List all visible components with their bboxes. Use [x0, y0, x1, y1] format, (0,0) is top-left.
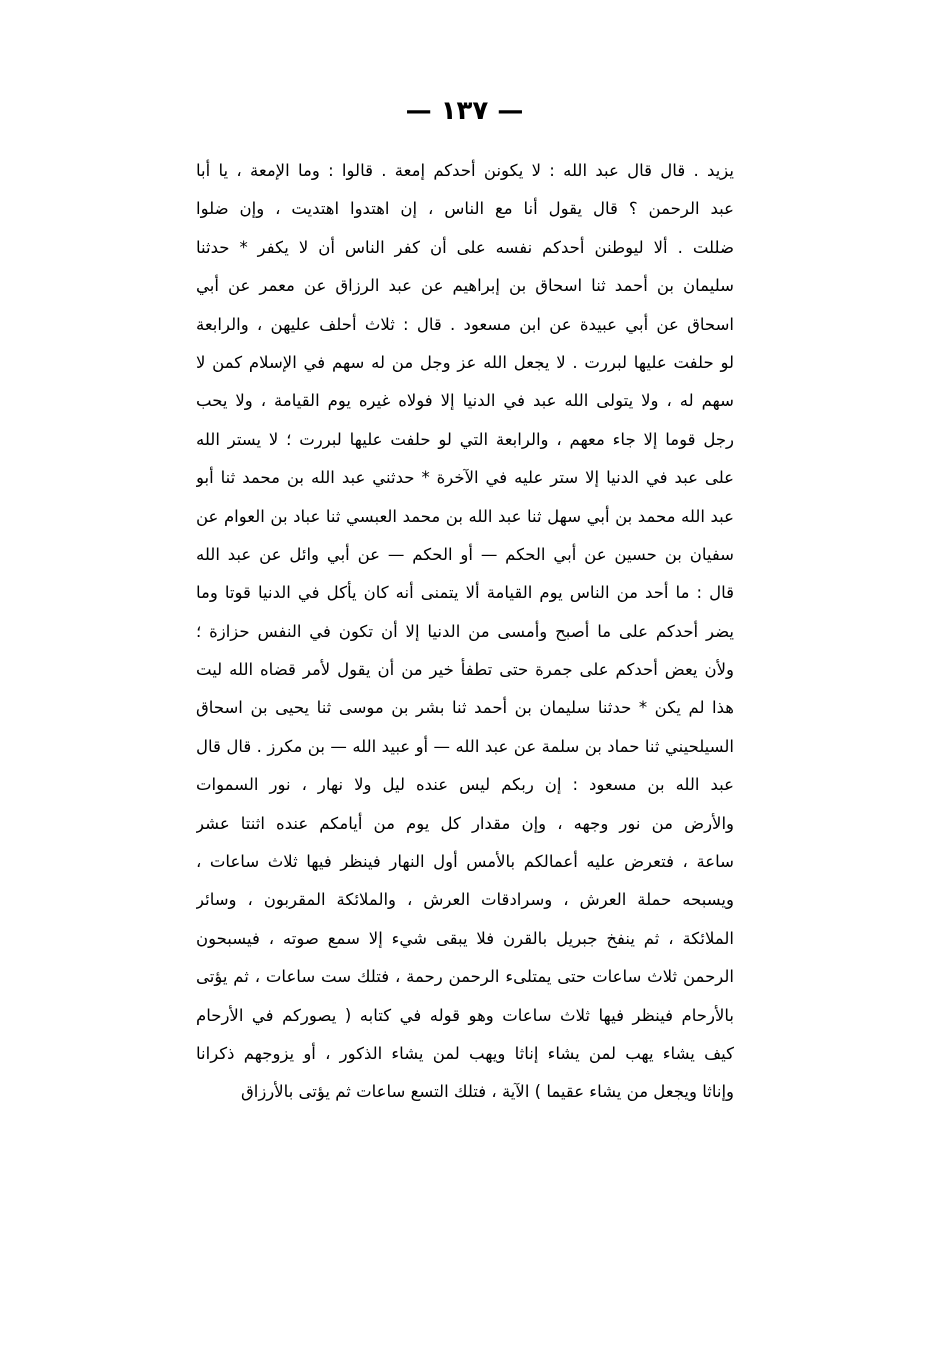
- text-line: سليمان بن أحمد ثنا اسحاق بن إبراهيم عن عبد الرزاق عن معمر عن أبي: [196, 276, 734, 296]
- text-line: لو حلفت عليها لبررت . لا يجعل الله عز وجل من له سهم في الإسلام كمن لا: [196, 352, 734, 372]
- text-line: بالأرحام فينظر فيها ثلاث ساعات وهو قوله في كتابه ( يصوركم في الأرحام: [196, 1005, 734, 1025]
- text-line: ويسبحه حملة العرش ، وسرادقات العرش ، والملائكة المقربون ، وسائر: [196, 890, 734, 910]
- text-line: سهم له ، ولا يتولى الله عبد في الدنيا إلا فولاه غيره يوم القيامة ، ولا يحب: [196, 391, 734, 411]
- text-line: الملائكة ، ثم ينفخ جبريل بالقرن فلا يبقى شيء إلا سمع صوته ، فيسبحون: [196, 928, 734, 948]
- text-line: عبد الرحمن ؟ قال يقول أنا مع الناس ، إن اهتدوا اهتديت ، وإن ضلوا: [196, 199, 734, 219]
- body-text: [196, 152, 734, 1112]
- text-line: عبد الله محمد بن أبي سهل ثنا عبد الله بن محمد العبسي ثنا عباد بن العوام عن: [196, 506, 734, 526]
- text-line: ضللت . ألا ليوطنن أحدكم نفسه على أن كفر الناس أن لا يكفر * حدثنا: [196, 237, 734, 257]
- text-line: اسحاق عن أبي عبيدة عن ابن مسعود . قال : ثلاث أحلف عليهن ، والرابعة: [196, 314, 734, 334]
- text-line: يزيد . قال قال عبد الله : لا يكونن أحدكم إمعة . قالوا : وما الإمعة ، يا أبا: [196, 161, 734, 180]
- text-line: سفيان بن حسين عن أبي الحكم — أو الحكم — عن أبي وائل عن عبد الله: [196, 544, 734, 564]
- text-line: كيف يشاء يهب لمن يشاء إناثا ويهب لمن يشاء الذكور ، أو يزوجهم ذكرانا: [196, 1043, 734, 1063]
- text-line: الرحمن ثلاث ساعات حتى يمتلىء الرحمن رحمة ، فتلك ست ساعات ، ثم يؤتى: [196, 967, 734, 987]
- text-line: على عبد في الدنيا إلا ستر عليه في الآخرة * حدثني عبد الله بن محمد ثنا أبو: [196, 468, 734, 488]
- text-line: قال : ما أحد من الناس يوم القيامة ألا يتمنى أنه كان يأكل في الدنيا قوتا وما: [196, 583, 734, 603]
- text-line: رجل قوما إلا جاء معهم ، والرابعة التي لو حلفت عليها لبررت ؛ لا يستر الله: [196, 429, 734, 449]
- text-line: عبد الله بن مسعود : إن ربكم ليس عنده ليل ولا نهار ، نور السموات: [196, 775, 734, 795]
- text-line: هذا لم يكن * حدثنا سليمان بن أحمد ثنا بشر بن موسى ثنا يحيى بن اسحاق: [196, 698, 734, 718]
- text-line: ساعة ، فتعرض عليه أعمالكم بالأمس أول النهار فينظر فيها ثلاث ساعات ،: [196, 852, 734, 872]
- text-line: والأرض من نور وجهه ، وإن مقدار كل يوم من أيامكم عنده اثنتا عشر: [196, 813, 734, 833]
- page-number: — ١٣٧ —: [405, 96, 524, 126]
- text-line: السيلحيني ثنا حماد بن سلمة عن عبد الله — أو عبيد الله — بن مكرز . قال قال: [196, 736, 734, 756]
- text-line: يضر أحدكم على ما أصبح وأمسى من الدنيا إلا أن تكون في النفس حزازة ؛: [196, 621, 734, 641]
- text-line: وإناثا ويجعل من يشاء عقيما ) الآية ، فتلك التسع ساعات ثم يؤتى بالأرزاق: [240, 1082, 734, 1102]
- text-line: ولأن يعض أحدكم على جمرة حتى تطفأ خير من أن يقول لأمر قضاه الله ليت: [196, 660, 734, 680]
